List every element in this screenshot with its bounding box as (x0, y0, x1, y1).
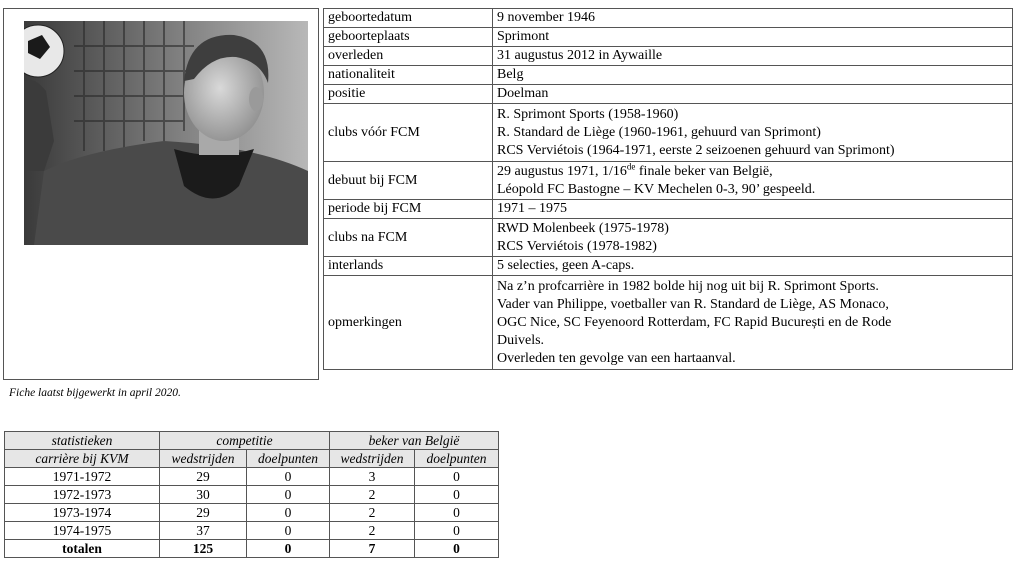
stats-cell: 0 (247, 486, 330, 504)
stats-cell: 30 (160, 486, 247, 504)
profile-value: Sprimont (493, 28, 1013, 47)
last-updated-note: Fiche laatst bijgewerkt in april 2020. (9, 387, 181, 399)
profile-value-line: R. Standard de Liège (1960-1961, gehuurd van Sprimont) (497, 124, 821, 140)
profile-value: Doelman (493, 85, 1013, 104)
profile-label: interlands (324, 257, 493, 276)
table-row (5, 504, 499, 522)
profile-value-line: OGC Nice, SC Feyenoord Rotterdam, FC Rapid București en de Rode (497, 314, 892, 330)
profile-row-nationality (324, 66, 1013, 85)
profile-row-period (324, 200, 1013, 219)
profile-label: overleden (324, 47, 493, 66)
profile-value: 31 augustus 2012 in Aywaille (493, 47, 1013, 66)
profile-value-line: R. Sprimont Sports (1958-1960) (497, 106, 679, 122)
profile-value: 5 selecties, geen A-caps. (493, 257, 1013, 276)
profile-value-line: Na z’n profcarrière in 1982 bolde hij nog uit bij R. Sprimont Sports. (497, 278, 879, 294)
profile-row-remarks (324, 276, 1013, 370)
player-photo (24, 21, 308, 245)
stats-cell: 0 (415, 504, 499, 522)
profile-value: 9 november 1946 (493, 9, 1013, 28)
stats-header-row-1 (5, 432, 499, 450)
stats-header: carrière bij KVM (5, 450, 160, 468)
stats-header: statistieken (5, 432, 160, 450)
totals-label: totalen (5, 540, 160, 558)
totals-row (5, 540, 499, 558)
profile-value-line: RWD Molenbeek (1975-1978) (497, 220, 669, 236)
profile-value (493, 219, 1013, 257)
stats-cell: 29 (160, 504, 247, 522)
profile-value (493, 162, 1013, 200)
profile-row-position (324, 85, 1013, 104)
stats-header-competition: competitie (160, 432, 330, 450)
profile-value: 1971 – 1975 (493, 200, 1013, 219)
debut-text: 29 augustus 1971, 1/16 (497, 163, 627, 179)
stats-header: wedstrijden (330, 450, 415, 468)
profile-label: positie (324, 85, 493, 104)
debut-sup: de (626, 160, 636, 171)
profile-label: clubs vóór FCM (324, 104, 493, 162)
stats-header-cup: beker van België (330, 432, 499, 450)
stats-header-row-2 (5, 450, 499, 468)
profile-value-line: Vader van Philippe, voetballer van R. Standard de Liège, AS Monaco, (497, 296, 889, 312)
stats-cell: 125 (160, 540, 247, 558)
stats-header: doelpunten (247, 450, 330, 468)
stats-cell: 0 (247, 504, 330, 522)
stats-table (4, 431, 499, 558)
profile-row-died (324, 47, 1013, 66)
profile-value (493, 104, 1013, 162)
profile-value-line: Duivels. (497, 332, 545, 348)
player-photo-frame (3, 8, 319, 380)
profile-value-line: RCS Verviétois (1964-1971, eerste 2 seizoenen gehuurd van Sprimont) (497, 142, 895, 158)
profile-label: geboorteplaats (324, 28, 493, 47)
profile-label: geboortedatum (324, 9, 493, 28)
debut-suffix: finale beker van België, (635, 163, 773, 179)
stats-cell: 0 (247, 522, 330, 540)
stats-cell: 0 (247, 468, 330, 486)
stats-header: doelpunten (415, 450, 499, 468)
profile-value-line: Léopold FC Bastogne – KV Mechelen 0-3, 90’ gespeeld. (497, 181, 816, 197)
profile-label: periode bij FCM (324, 200, 493, 219)
profile-value-line: Overleden ten gevolge van een hartaanval. (497, 350, 736, 366)
profile-label: opmerkingen (324, 276, 493, 370)
stats-cell: 0 (415, 468, 499, 486)
stats-cell: 7 (330, 540, 415, 558)
profile-label: debuut bij FCM (324, 162, 493, 200)
season-cell: 1974-1975 (5, 522, 160, 540)
stats-cell: 37 (160, 522, 247, 540)
stats-cell: 2 (330, 486, 415, 504)
profile-row-birthdate (324, 9, 1013, 28)
profile-row-clubs-before (324, 104, 1013, 162)
stats-cell: 0 (415, 540, 499, 558)
profile-table (323, 8, 1013, 370)
profile-value (493, 276, 1013, 370)
profile-value: Belg (493, 66, 1013, 85)
profile-label: nationaliteit (324, 66, 493, 85)
stats-cell: 0 (415, 522, 499, 540)
season-cell: 1972-1973 (5, 486, 160, 504)
table-row (5, 468, 499, 486)
table-row (5, 486, 499, 504)
stats-cell: 2 (330, 504, 415, 522)
stats-cell: 3 (330, 468, 415, 486)
profile-value-line: RCS Verviétois (1978-1982) (497, 238, 657, 254)
profile-row-birthplace (324, 28, 1013, 47)
season-cell: 1973-1974 (5, 504, 160, 522)
stats-cell: 2 (330, 522, 415, 540)
stats-cell: 29 (160, 468, 247, 486)
table-row (5, 522, 499, 540)
stats-header: wedstrijden (160, 450, 247, 468)
profile-row-debut (324, 162, 1013, 200)
season-cell: 1971-1972 (5, 468, 160, 486)
profile-row-clubs-after (324, 219, 1013, 257)
profile-value-line (497, 160, 1008, 181)
profile-label: clubs na FCM (324, 219, 493, 257)
stats-cell: 0 (415, 486, 499, 504)
stats-cell: 0 (247, 540, 330, 558)
profile-row-caps (324, 257, 1013, 276)
